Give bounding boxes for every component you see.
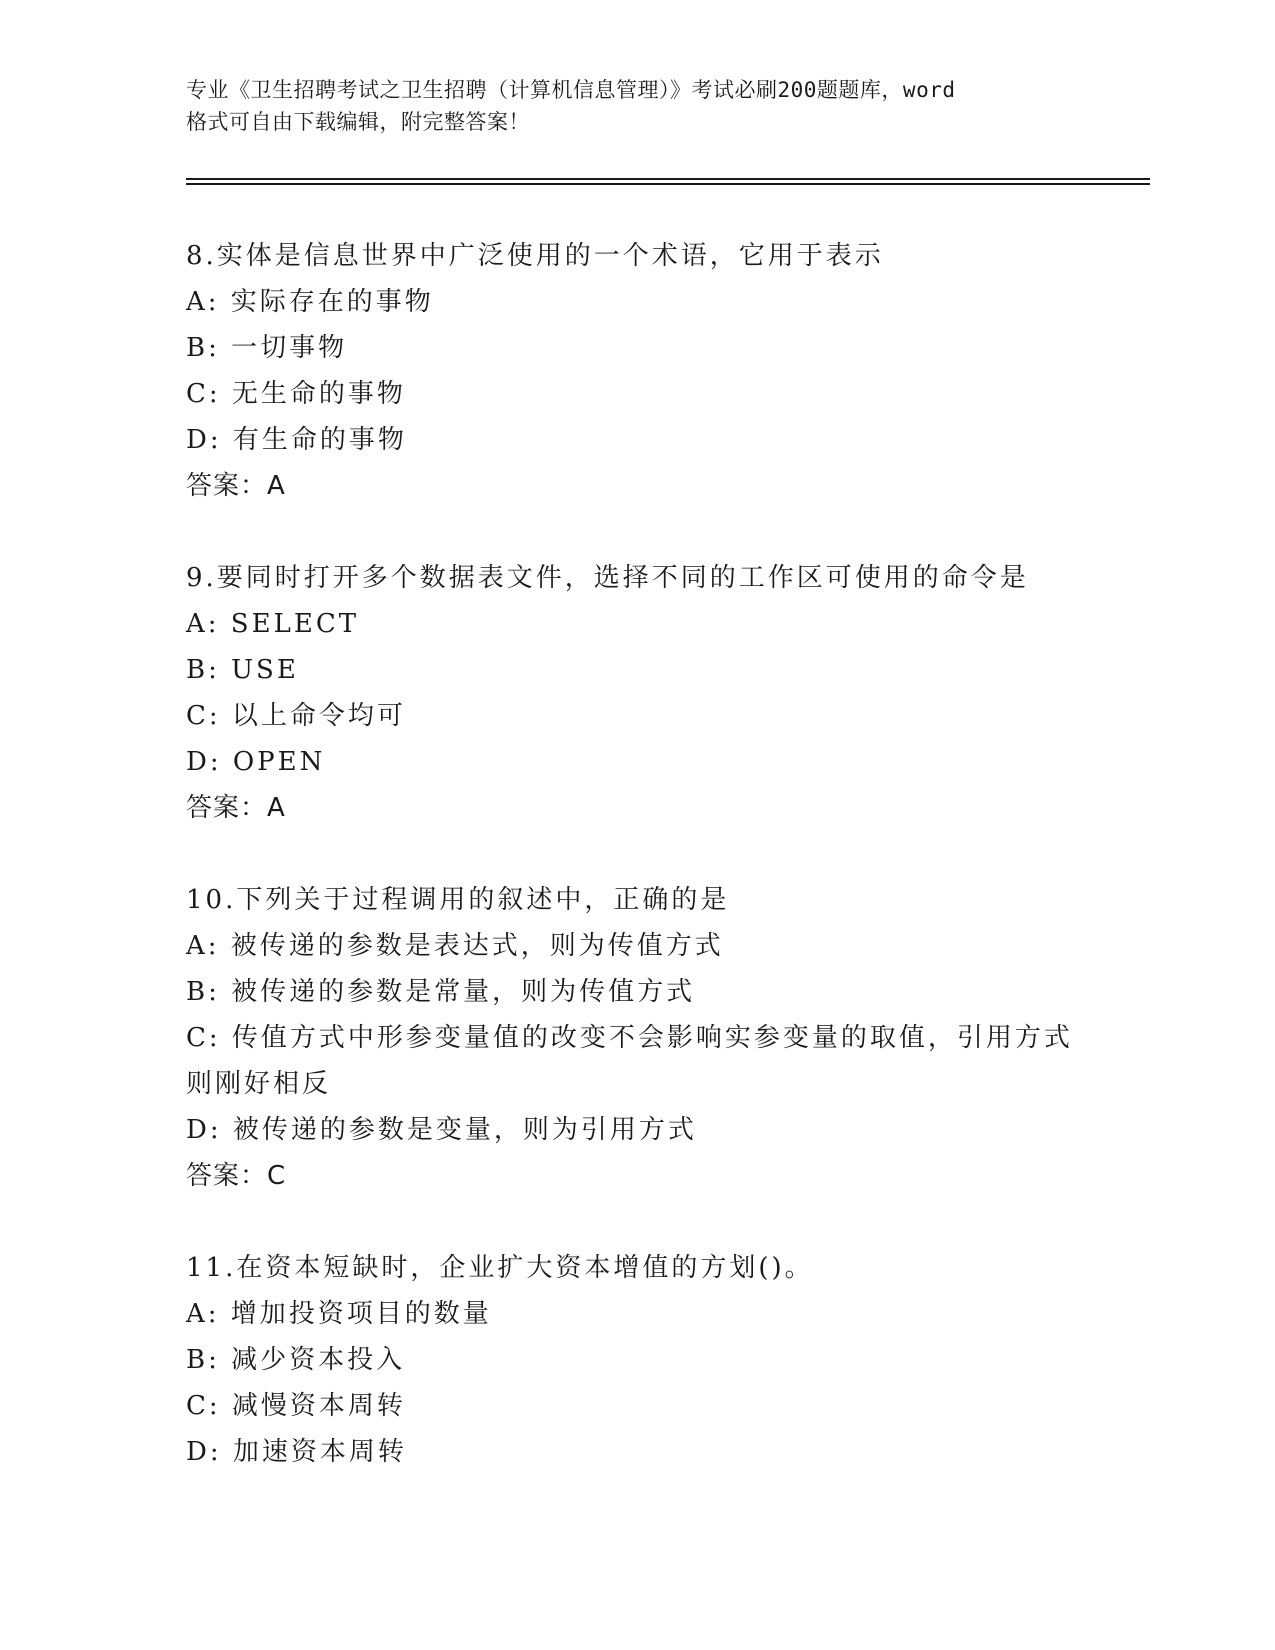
header-divider-bottom: [186, 183, 1150, 185]
header-line-1: 专业《卫生招聘考试之卫生招聘（计算机信息管理）》考试必刷200题题库，word: [186, 78, 956, 102]
option-d: D: 加速资本周转: [186, 1437, 407, 1467]
question-10: [186, 877, 1086, 1199]
answer-line: 答案：C: [186, 1161, 287, 1191]
option-d: D: 有生命的事物: [186, 425, 407, 455]
header-divider-top: [186, 178, 1150, 180]
question-8: [186, 233, 1086, 509]
question-stem: 11.在资本短缺时，企业扩大资本增值的方划()。: [186, 1253, 814, 1283]
question-11: [186, 1245, 1086, 1475]
option-b: B: USE: [186, 655, 299, 685]
option-c: C: 以上命令均可: [186, 701, 406, 731]
answer-line: 答案：A: [186, 471, 286, 501]
option-a: A: 实际存在的事物: [186, 287, 434, 317]
option-d: D: OPEN: [186, 747, 326, 777]
question-list: [186, 233, 1086, 1521]
option-a: A: 被传递的参数是表达式，则为传值方式: [186, 931, 724, 961]
question-9: [186, 555, 1086, 831]
answer-line: 答案：A: [186, 793, 286, 823]
option-a: A: 增加投资项目的数量: [186, 1299, 492, 1329]
question-stem: 8.实体是信息世界中广泛使用的一个术语，它用于表示: [186, 241, 884, 271]
option-c: C: 传值方式中形参变量值的改变不会影响实参变量的取值，引用方式则刚好相反: [186, 1023, 1073, 1099]
option-c: C: 减慢资本周转: [186, 1391, 406, 1421]
option-b: B: 一切事物: [186, 333, 348, 363]
option-b: B: 被传递的参数是常量，则为传值方式: [186, 977, 696, 1007]
document-header: [186, 74, 1086, 138]
option-c: C: 无生命的事物: [186, 379, 406, 409]
option-b: B: 减少资本投入: [186, 1345, 406, 1375]
header-line-2: 格式可自由下载编辑，附完整答案！: [186, 110, 530, 134]
question-stem: 9.要同时打开多个数据表文件，选择不同的工作区可使用的命令是: [186, 563, 1029, 593]
question-stem: 10.下列关于过程调用的叙述中，正确的是: [186, 885, 730, 915]
option-a: A: SELECT: [186, 609, 360, 639]
option-d: D: 被传递的参数是变量，则为引用方式: [186, 1115, 697, 1145]
